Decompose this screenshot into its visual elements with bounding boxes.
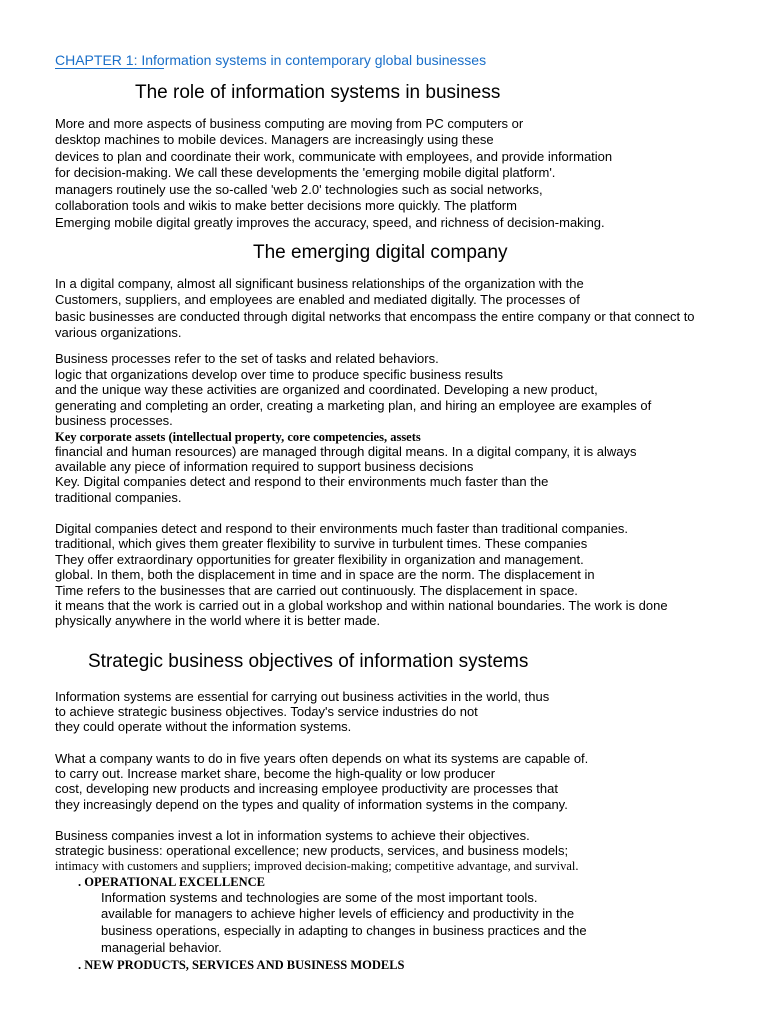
- digital-p4-line: it means that the work is carried out in a global workshop and within national boundaries. The work is done: [55, 598, 668, 613]
- digital-p2-line: generating and completing an order, creating a marketing plan, and hiring an employee are examples of: [55, 398, 652, 413]
- digital-p4-line: Time refers to the businesses that are carried out continuously. The displacement in space.: [55, 583, 578, 598]
- heading-digital: The emerging digital company: [253, 242, 508, 263]
- digital-p4-line: traditional, which gives them greater flexibility to survive in turbulent times. These companies: [55, 536, 588, 551]
- new-products-title: . NEW PRODUCTS, SERVICES AND BUSINESS MODELS: [78, 958, 405, 972]
- role-line: devices to plan and coordinate their work, communicate with employees, and provide information: [55, 149, 613, 164]
- op-excellence-line: managerial behavior.: [101, 940, 222, 955]
- role-line: for decision-making. We call these developments the 'emerging mobile digital platform'.: [55, 165, 556, 180]
- digital-p2-line: logic that organizations develop over time to produce specific business results: [55, 367, 504, 382]
- strategic-p2-line: What a company wants to do in five years often depends on what its systems are capable of.: [55, 751, 589, 766]
- digital-p2-line: business processes.: [55, 413, 173, 428]
- digital-p4-line: They offer extraordinary opportunities for greater flexibility in organization and management.: [55, 552, 584, 567]
- role-line: More and more aspects of business computing are moving from PC computers or: [55, 116, 524, 131]
- strategic-p1-line: they could operate without the information systems.: [55, 719, 352, 734]
- digital-p1-line: various organizations.: [55, 325, 182, 340]
- digital-p2-line: and the unique way these activities are organized and coordinated. Developing a new product,: [55, 382, 598, 397]
- role-line: collaboration tools and wikis to make better decisions more quickly. The platform: [55, 198, 517, 213]
- strategic-p3-line: Business companies invest a lot in information systems to achieve their objectives.: [55, 828, 530, 843]
- op-excellence-line: available for managers to achieve higher levels of efficiency and productivity in the: [101, 906, 575, 921]
- chapter-link-underline: [55, 68, 164, 69]
- digital-p3-line: traditional companies.: [55, 490, 182, 505]
- digital-p2-line: Business processes refer to the set of tasks and related behaviors.: [55, 351, 439, 366]
- role-line: desktop machines to mobile devices. Managers are increasingly using these: [55, 132, 494, 147]
- key-assets-line: Key corporate assets (intellectual property, core competencies, assets: [55, 430, 421, 444]
- op-excellence-title: . OPERATIONAL EXCELLENCE: [78, 875, 265, 889]
- strategic-p2-line: cost, developing new products and increasing employee productivity are processes that: [55, 781, 558, 796]
- digital-p4-line: global. In them, both the displacement in time and in space are the norm. The displacement in: [55, 567, 595, 582]
- op-excellence-line: Information systems and technologies are some of the most important tools.: [101, 890, 538, 905]
- strategic-p1-line: Information systems are essential for carrying out business activities in the world, thus: [55, 689, 550, 704]
- strategic-p2-line: they increasingly depend on the types and quality of information systems in the company.: [55, 797, 568, 812]
- role-line: managers routinely use the so-called 'web 2.0' technologies such as social networks,: [55, 182, 543, 197]
- strategic-p1-line: to achieve strategic business objectives. Today's service industries do not: [55, 704, 478, 719]
- digital-p3-line: Key. Digital companies detect and respond to their environments much faster than the: [55, 474, 549, 489]
- digital-p1-line: In a digital company, almost all significant business relationships of the organization with the: [55, 276, 584, 291]
- digital-p3-line: financial and human resources) are managed through digital means. In a digital company, it is always: [55, 444, 637, 459]
- op-excellence-line: business operations, especially in adapting to changes in business practices and the: [101, 923, 587, 938]
- digital-p3-line: available any piece of information required to support business decisions: [55, 459, 474, 474]
- role-line: Emerging mobile digital greatly improves the accuracy, speed, and richness of decision-making.: [55, 215, 605, 230]
- heading-strategic: Strategic business objectives of information systems: [88, 651, 529, 672]
- strategic-p3-line: strategic business: operational excellence; new products, services, and business models;: [55, 843, 569, 858]
- chapter-link[interactable]: CHAPTER 1: Information systems in contemporary global businesses: [55, 52, 487, 68]
- digital-p4-line: Digital companies detect and respond to their environments much faster than traditional companies.: [55, 521, 629, 536]
- digital-p1-line: basic businesses are conducted through digital networks that encompass the entire company or that connect to: [55, 309, 695, 324]
- strategic-serif-line: intimacy with customers and suppliers; improved decision-making; competitive advantage, and survival.: [55, 859, 579, 873]
- strategic-p2-line: to carry out. Increase market share, become the high-quality or low producer: [55, 766, 496, 781]
- digital-p1-line: Customers, suppliers, and employees are enabled and mediated digitally. The processes of: [55, 292, 580, 307]
- heading-role: The role of information systems in business: [135, 82, 501, 103]
- digital-p4-line: physically anywhere in the world where it is better made.: [55, 613, 381, 628]
